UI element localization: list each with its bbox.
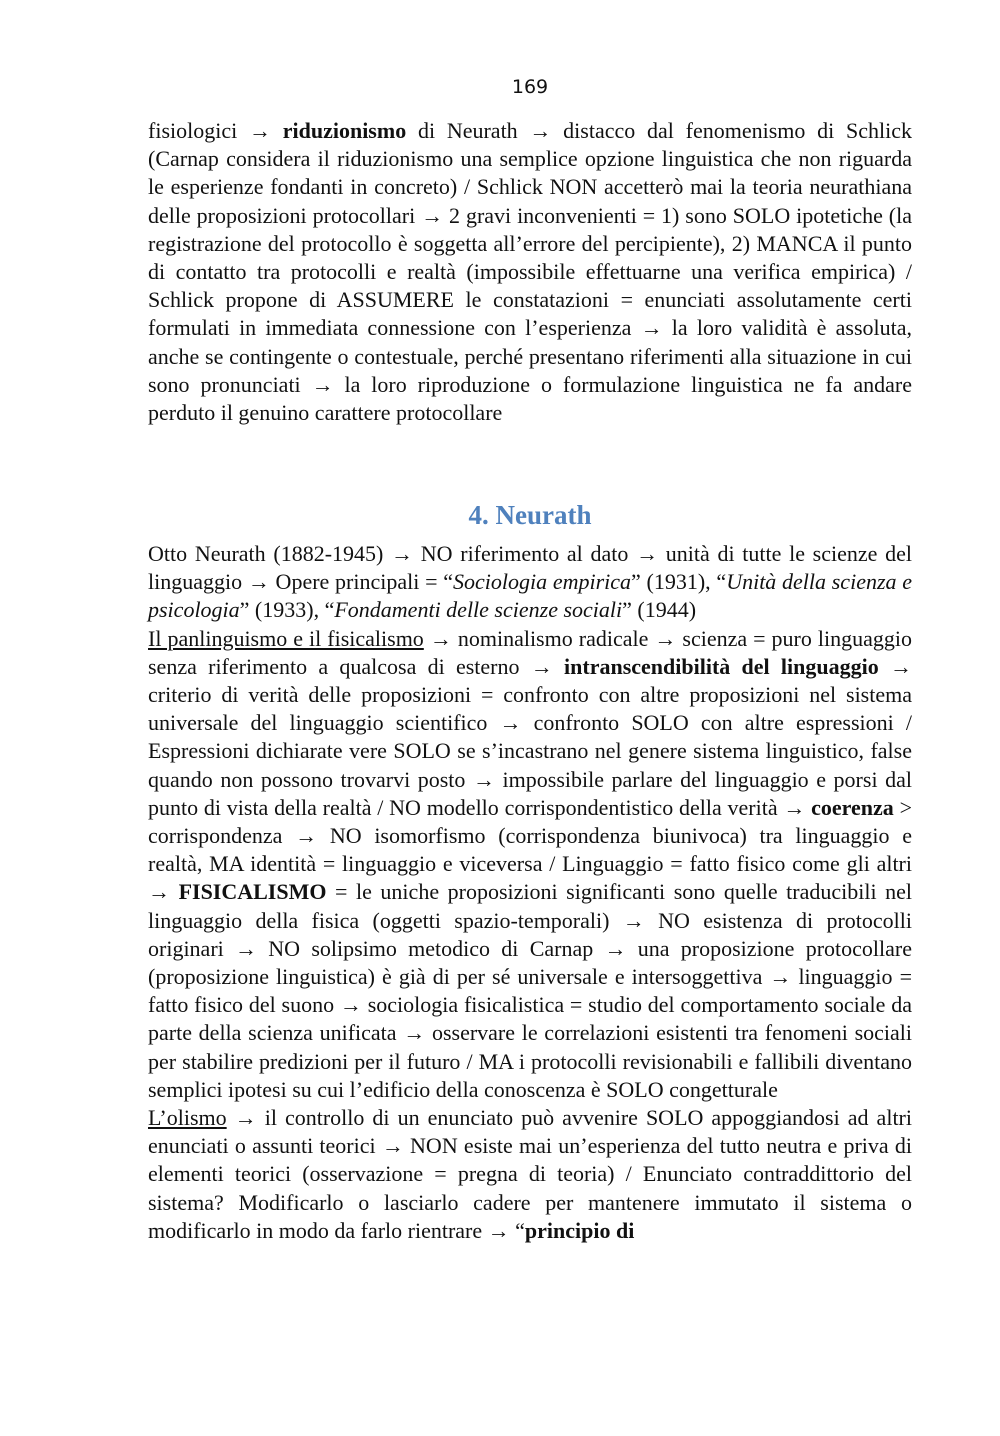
p1-text-4: ” (1944) <box>622 597 697 623</box>
section-heading: 4. Neurath <box>468 500 592 530</box>
intro-text-2: di Neurath → distacco dal fenomenismo di Schlick (Carnap considera il riduzionismo una semplice opzione linguistica che non riguarda le esperienze fondanti in concreto) / Schlick NON accetterò mai la teoria neurathiana delle proposizioni protocollari → 2 gravi inconvenienti = 1) sono SOLO ipotetiche (la registrazione del protocollo è soggetta all’errore del percipiente), 2) MANCA il punto di contatto tra protocolli e realtà (impossibile effettuarne una verifica empirica) / Schlick propone di ASSUMERE le constatazioni = enunciati assolutamente certi formulati in immediata connessione con l’esperienza → la loro validità è assoluta, anche se contingente o contestuale, perché presentano riferimenti alla situazione in cui sono pronunciati → la loro riproduzione o formulazione linguistica ne fa andare perduto il genuino carattere protocollare <box>148 118 913 426</box>
p2-bold-3: FISICALISMO <box>178 879 327 905</box>
intro-paragraph <box>148 117 912 427</box>
p1-work-title-3: Fondamenti delle scienze sociali <box>334 597 623 623</box>
p2-subheading: Il panlinguismo e il fisicalismo <box>148 625 424 651</box>
p1-work-title-2: Unità della scienza e psicologia <box>148 569 913 623</box>
p1-text-2: ” (1931), “ <box>631 569 727 595</box>
p2-text-3: > corrispondenza → NO isomorfismo (corrispondenza biunivoca) tra linguaggio e realtà, MA identità = linguaggio e viceversa / Linguaggio = fatto fisico come gli altri → <box>148 794 912 905</box>
intro-text-1: fisiologici → <box>148 118 283 143</box>
p3-bold-1: principio di <box>524 1217 635 1243</box>
p1-work-title-1: Sociologia empirica <box>452 569 632 595</box>
paragraph-olismo <box>148 1104 912 1245</box>
p3-text-1: → il controllo di un enunciato può avvenire SOLO appoggiandosi ad altri enunciati o assunti teorici → NON esiste mai un’esperienza del tutto neutra e priva di elementi teorici (osservazione = pregna di teoria) / Enunciato contraddittorio del sistema? Modificarlo o lasciarlo cadere per mantenere immutato il sistema o modificarlo in modo da farlo rientrare → “ <box>148 1105 912 1243</box>
p1-text-3: ” (1933), “ <box>239 597 335 623</box>
paragraph-intro-neurath <box>148 540 912 625</box>
p2-bold-1: intranscendibilità del linguaggio <box>564 653 879 679</box>
intro-text <box>148 117 912 427</box>
page-number: 169 <box>511 76 549 98</box>
p2-text-4: = le uniche proposizioni significanti sono quelle traducibili nel linguaggio della fisica (oggetti spazio-temporali) → NO esistenza di protocolli originari → NO solipsimo metodico di Carnap → una proposizione protocollare (proposizione linguistica) è già di per sé universale e intersoggettiva → linguaggio = fatto fisico del suono → sociologia fisicalistica = studio del comportamento sociale da parte della scienza unificata → osservare le correlazioni esistenti tra fenomeni sociali per stabilire predizioni per il futuro / MA i protocolli revisionabili e fallibili diventano semplici ipotesi su cui l’edificio della conoscenza è SOLO congetturale <box>148 879 912 1102</box>
p2-text-2: → criterio di verità delle proposizioni = confronto con altre proposizioni nel sistema universale del linguaggio scientifico → confronto SOLO con altre espressioni / Espressioni dichiarate vere SOLO se s’incastrano nel genere sistema linguistico, false quando non possono trovarvi posto → impossibile parlare del linguaggio e porsi dal punto di vista della realtà / NO modello corrispondentistico della verità → <box>148 653 913 820</box>
p1-text-1: Otto Neurath (1882-1945) → NO riferimento al dato → unità di tutte le scienze del linguaggio → Opere principali = “ <box>148 541 912 595</box>
paragraph-panlinguismo <box>148 625 912 1104</box>
p3-subheading: L’olismo <box>148 1105 227 1131</box>
section-body <box>148 540 912 1245</box>
intro-bold-riduzionismo: riduzionismo <box>282 118 407 143</box>
p2-text-1: → nominalismo radicale → scienza = puro linguaggio senza riferimento a qualcosa di esterno → <box>148 625 912 679</box>
p2-bold-2: coerenza <box>811 794 894 820</box>
